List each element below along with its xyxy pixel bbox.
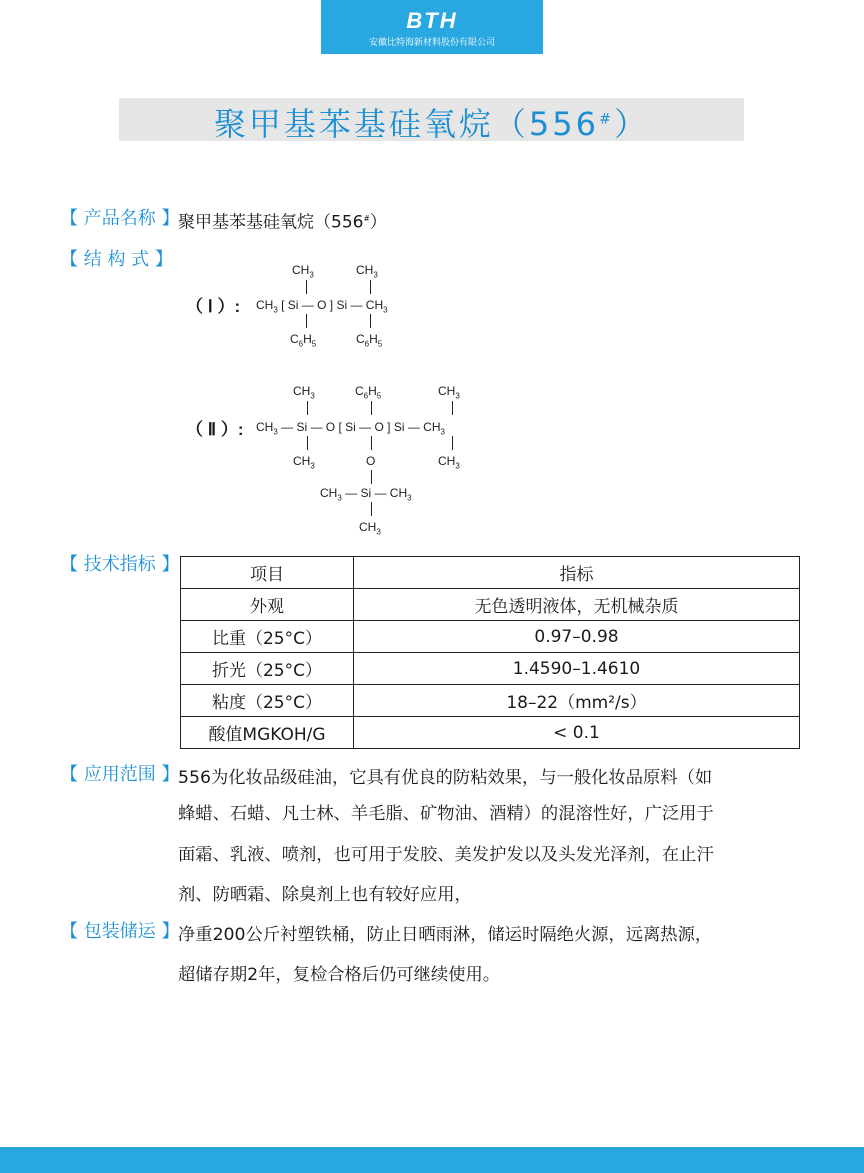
title-bar (119, 98, 744, 141)
table-header-cell: 项目 (181, 557, 354, 589)
table-cell: 1.4590–1.4610 (354, 653, 800, 685)
packaging-line: 净重200公斤衬塑铁桶，防止日晒雨淋，储运时隔绝火源，远离热源， (178, 925, 713, 945)
table-cell: 折光（25°C） (181, 653, 354, 685)
formula-2-lowest: $CH_3$ (359, 520, 381, 537)
bond-line (370, 280, 371, 294)
table-cell: 比重（25°C） (181, 621, 354, 653)
table-cell: 0.97–0.98 (354, 621, 800, 653)
bond-line (371, 502, 372, 516)
formula-2-lower: $CH_3$ — Si — $CH_3$ (320, 486, 412, 503)
bond-line (371, 470, 372, 484)
formula-1-backbone: $CH_3$ [ Si — O ] Si — $CH_3$ (256, 298, 388, 315)
packaging-line: 超储存期2年，复检合格后仍可继续使用。 (178, 965, 501, 985)
table-row (181, 589, 800, 621)
product-name-label: 【 产品名称 】 (60, 208, 180, 229)
table-cell: 外观 (181, 589, 354, 621)
bond-line (370, 314, 371, 328)
specs-table (180, 556, 800, 749)
table-cell: < 0.1 (354, 717, 800, 749)
logo-mark: BTH (406, 8, 458, 33)
table-row (181, 621, 800, 653)
table-cell: 酸值MGKOH/G (181, 717, 354, 749)
formula-1-bottom-right: $C_6H_5$ (356, 332, 383, 349)
bond-line (371, 401, 372, 415)
company-name: 安徽比特海新材料股份有限公司 (368, 38, 495, 48)
application-line: 面霜、乳液、喷剂，也可用于发胶、美发护发以及头发光泽剂，在止汗 (178, 845, 714, 865)
table-header-row (181, 557, 800, 589)
bond-line (307, 436, 308, 450)
formula-2-o-link: O (366, 454, 376, 468)
specs-label: 【 技术指标 】 (60, 554, 180, 575)
formula-2-top-1: $CH_3$ (293, 384, 315, 401)
formula-2-bottom-1: $CH_3$ (293, 454, 315, 471)
bond-line (306, 280, 307, 294)
application-label: 【 应用范围 】 (60, 764, 180, 785)
page-title: 聚甲基苯基硅氧烷（556#） (213, 104, 650, 143)
table-header-cell: 指标 (354, 557, 800, 589)
formula-2-top-2: $C_6H_5$ (355, 384, 382, 401)
application-line: 剂、防晒霜、除臭剂上也有较好应用， (178, 885, 472, 905)
table-row (181, 685, 800, 717)
table-row (181, 717, 800, 749)
footer-bar (0, 1147, 864, 1173)
application-line: 蜂蜡、石蜡、凡士林、羊毛脂、矿物油、酒精）的混溶性好，广泛用于 (178, 804, 714, 824)
bond-line (452, 436, 453, 450)
bond-line (371, 436, 372, 450)
table-row (181, 653, 800, 685)
table-cell: 18–22（mm²/s） (354, 685, 800, 717)
bond-line (306, 314, 307, 328)
table-cell: 无色透明液体，无机械杂质 (354, 589, 800, 621)
application-line: 556为化妆品级硅油，它具有优良的防粘效果，与一般化妆品原料（如 (178, 768, 713, 788)
bond-line (307, 401, 308, 415)
formula-1-bottom-left: $C_6H_5$ (290, 332, 317, 349)
formula-1-top-right: $CH_3$ (356, 263, 378, 280)
formula-2-top-3: $CH_3$ (438, 384, 460, 401)
product-name-value: 聚甲基苯基硅氧烷（556#） (178, 212, 387, 233)
packaging-label: 【 包装储运 】 (60, 921, 180, 942)
formula-2-label: （ Ⅱ ）: (186, 420, 244, 439)
formula-2-bottom-3: $CH_3$ (438, 454, 460, 471)
company-logo (321, 0, 543, 54)
formula-1-label: （ Ⅰ ）: (186, 297, 241, 316)
structure-label: 【 结 构 式 】 (60, 249, 173, 270)
formula-2-backbone: $CH_3$ — Si — O [ Si — O ] Si — $CH_3$ (256, 420, 445, 437)
bond-line (452, 401, 453, 415)
table-cell: 粘度（25°C） (181, 685, 354, 717)
formula-1-top-left: $CH_3$ (292, 263, 314, 280)
